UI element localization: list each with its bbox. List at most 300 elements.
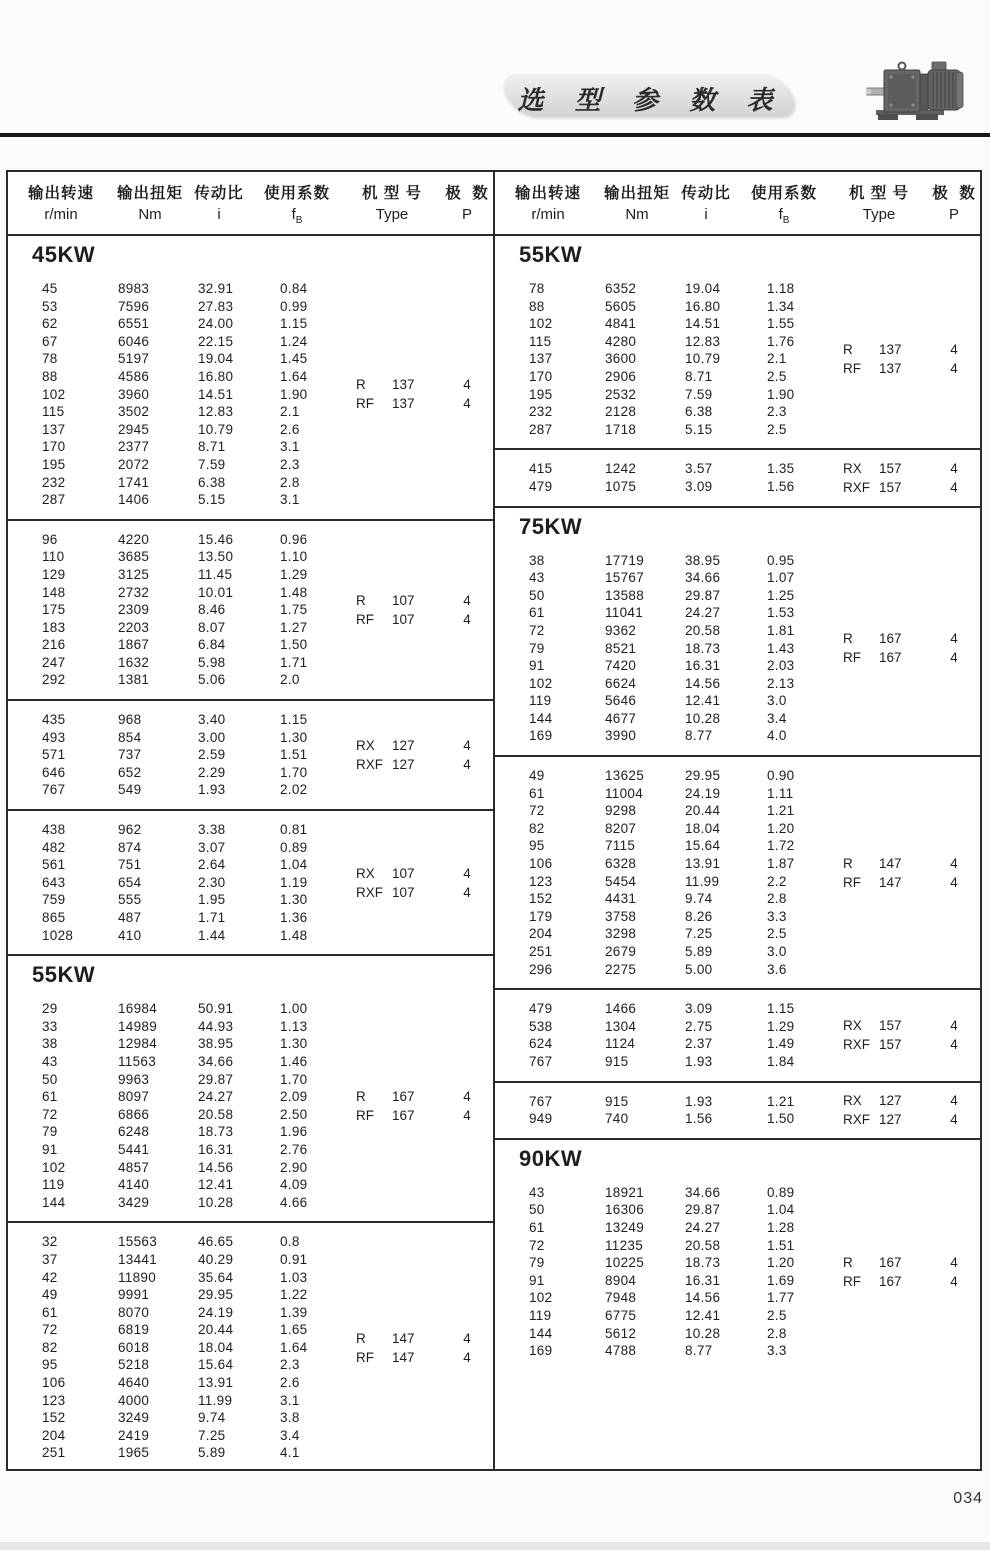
data-rows [495,1184,980,1360]
header-row-units [495,206,980,226]
table-cell: 72 [529,622,545,638]
table-row [42,548,493,566]
table-cell: 29.95 [198,1287,234,1303]
table-row [529,552,980,570]
table-cell: 115 [529,333,552,349]
table-row [529,1053,980,1071]
section-title-55kw: 55KW [519,242,583,267]
table-cell: 1.51 [767,1237,795,1253]
table-cell: 119 [529,693,552,709]
poles-cell [945,459,963,497]
type-cell [843,1253,902,1291]
table-cell: 61 [529,1219,545,1235]
table-cell: 10.79 [685,351,721,367]
table-cell: 7115 [605,838,636,854]
poles-value: 4 [463,1349,471,1365]
type-label [843,1272,902,1291]
table-cell: 2.5 [767,926,787,942]
poles-value: 4 [950,361,958,377]
table-cell: 8207 [605,820,637,836]
table-cell: 119 [529,1307,552,1323]
table-cell: 1.34 [767,298,795,314]
table-cell: 949 [529,1111,553,1127]
table-cell: 16306 [605,1202,645,1218]
table-row [42,315,493,333]
table-column-left [8,172,495,1469]
type-prefix: R [356,377,366,393]
type-prefix: RF [843,650,861,666]
type-label [356,591,415,610]
selection-table [6,170,982,1471]
table-cell: 2275 [605,961,637,977]
table-cell: 1.71 [198,910,226,925]
table-cell: 5646 [605,693,637,709]
table-cell: 1.81 [767,622,795,638]
type-prefix: R [843,855,853,871]
type-prefix: RF [356,611,374,627]
table-cell: 1.93 [685,1053,713,1069]
table-cell: 102 [529,675,553,691]
table-cell: 2.02 [280,782,308,798]
type-size: 167 [879,631,902,647]
table-cell: 287 [529,421,553,437]
table-cell: 19.04 [685,281,721,296]
table-row [42,874,493,892]
poles-value: 4 [463,1088,471,1104]
table-row [529,604,980,622]
table-cell: 11004 [605,785,644,801]
table-cell: 968 [118,712,142,728]
table-cell: 179 [529,908,553,924]
table-cell: 8904 [605,1272,637,1288]
data-rows [495,552,980,746]
poles-value: 4 [463,738,471,754]
table-row [529,1289,980,1307]
table-row [529,890,980,908]
table-cell: 3.09 [685,1001,713,1017]
table-row [42,584,493,602]
data-block [495,1174,980,1370]
table-row [42,491,493,509]
table-cell: 24.27 [685,1219,721,1235]
table-cell: 10.79 [198,421,234,437]
type-size: 137 [879,342,902,358]
table-cell: 10225 [605,1255,645,1271]
table-cell: 11041 [605,605,644,621]
table-cell: 38.95 [198,1036,234,1052]
table-cell: 16.31 [685,1272,721,1288]
column-header [8,172,493,236]
table-cell: 24.00 [198,316,234,332]
data-rows [8,280,493,509]
table-row [42,1035,493,1053]
table-cell: 16.31 [685,658,721,674]
table-cell: 2.0 [280,672,300,688]
table-row [529,315,980,333]
poles-cell [458,1329,476,1367]
table-cell: 561 [42,857,66,873]
type-size: 137 [879,361,902,377]
table-cell: 3.6 [767,961,787,977]
type-cell [356,1087,415,1125]
data-rows [8,821,493,944]
poles-value: 4 [950,1093,958,1109]
header-ratio-cn: 传动比 [194,184,244,202]
type-cell [356,591,415,629]
table-row [42,856,493,874]
header-factor-unit: $f_B$ [778,205,790,226]
table-cell: 493 [42,729,66,745]
table-row [42,619,493,637]
table-cell: 4280 [605,333,637,349]
table-cell: 2532 [605,386,637,402]
header-row-units [8,206,493,226]
poles-value: 4 [950,874,958,890]
table-cell: 1.87 [767,856,795,872]
table-cell: 13625 [605,768,645,784]
header-rule [0,133,990,137]
table-cell: 9991 [118,1287,150,1303]
table-cell: 479 [529,1001,553,1017]
data-block [495,990,980,1080]
type-size: 137 [392,396,415,412]
table-row [529,622,980,640]
table-cell: 40.29 [198,1251,234,1267]
table-row [42,821,493,839]
table-cell: 102 [529,316,553,332]
table-cell: 1.65 [280,1322,308,1338]
table-cell: 7420 [605,658,637,674]
table-cell: 0.90 [767,768,795,784]
table-cell: 5.15 [685,421,713,437]
table-cell: 415 [529,461,553,477]
table-cell: 7.59 [198,456,226,472]
table-cell: 16.31 [198,1141,234,1157]
table-cell: 9963 [118,1071,150,1087]
table-cell: 18.04 [198,1339,234,1355]
table-cell: 1965 [118,1445,150,1461]
poles-cell [458,591,476,629]
table-row [529,460,980,478]
table-cell: 1.11 [767,785,794,801]
table-cell: 6.38 [198,474,226,490]
table-cell: 2.8 [280,474,300,490]
type-size: 127 [392,757,415,773]
table-cell: 1.56 [767,478,795,494]
table-cell: 148 [42,584,66,600]
table-row [529,1184,980,1202]
poles-cell [945,1091,963,1129]
table-row [529,350,980,368]
table-cell: 115 [42,404,65,420]
table-cell: 137 [42,421,66,437]
table-cell: 4.66 [280,1194,308,1210]
table-cell: 1.56 [685,1111,713,1127]
type-size: 147 [879,855,902,871]
table-cell: 46.65 [198,1234,234,1250]
type-prefix: RX [843,1018,862,1034]
type-size: 107 [392,592,415,608]
type-size: 157 [879,460,902,476]
table-cell: 8.07 [198,619,226,635]
table-row [42,1392,493,1410]
table-cell: 13249 [605,1219,645,1235]
table-cell: 95 [42,1357,58,1373]
table-row [42,1444,493,1462]
table-row [42,654,493,672]
table-cell: 2.5 [767,421,787,437]
data-block [495,757,980,988]
column-body-left [8,240,493,1472]
table-cell: 18.73 [685,640,721,656]
table-cell: 53 [42,298,58,314]
type-cell [843,340,902,378]
type-cell [843,1091,902,1129]
table-cell: 6551 [118,316,150,332]
table-cell: 5441 [118,1141,150,1157]
header-type-unit: Type [375,205,409,223]
table-cell: 29.95 [685,768,721,784]
table-cell: 1.51 [280,747,308,763]
table-cell: 45 [42,281,58,296]
type-label [356,1106,415,1125]
table-cell: 0.81 [280,822,308,838]
table-cell: 20.44 [685,803,721,819]
type-label [843,359,902,378]
table-cell: 12984 [118,1036,158,1052]
poles-value: 4 [950,1018,958,1034]
table-row [42,729,493,747]
type-label [356,610,415,629]
page-title: 选 型 参 数 表 [517,85,785,115]
type-prefix: RX [843,460,862,476]
table-row [529,1110,980,1128]
table-cell: 1.30 [280,729,308,745]
type-label [356,1348,415,1367]
table-cell: 435 [42,712,66,728]
table-row [42,421,493,439]
table-cell: 3758 [605,908,637,924]
table-cell: 643 [42,874,66,890]
table-cell: 7.25 [198,1427,226,1443]
data-block [8,270,493,519]
table-cell: 2679 [605,944,637,959]
table-cell: 29.87 [685,587,721,603]
type-label [843,1035,902,1054]
table-cell: 78 [529,281,545,296]
data-rows [8,711,493,799]
table-cell: 2.64 [198,857,226,873]
type-cell [356,375,415,413]
table-row [42,891,493,909]
table-cell: 2.30 [198,874,226,890]
table-cell: 1867 [118,637,150,653]
table-cell: 646 [42,764,66,780]
table-cell: 14.51 [685,316,721,332]
table-cell: 1304 [605,1018,637,1034]
table-cell: 7948 [605,1290,637,1306]
table-row [42,781,493,799]
table-row [529,657,980,675]
type-prefix: RX [843,1093,862,1109]
table-row [42,531,493,549]
table-cell: 4788 [605,1343,637,1359]
table-row [42,280,493,298]
table-cell: 1.90 [767,386,795,402]
table-cell: 1.84 [767,1053,795,1069]
table-cell: 91 [529,1272,545,1288]
table-cell: 1.64 [280,1339,308,1355]
table-cell: 1.48 [280,584,308,600]
table-cell: 15.46 [198,531,234,547]
table-cell: 1028 [42,927,74,943]
table-row [529,1000,980,1018]
poles-cell [945,854,963,892]
table-cell: 16984 [118,1001,158,1017]
table-cell: 3.0 [767,693,787,709]
data-rows [495,1000,980,1070]
table-cell: 169 [529,1343,553,1359]
table-cell: 1.15 [767,1001,795,1017]
table-cell: 287 [42,492,66,508]
table-cell: 38.95 [685,552,721,568]
type-cell [356,736,415,774]
header-poles-cn: 极 数 [932,184,976,202]
table-row [42,1286,493,1304]
type-label [356,394,415,413]
table-cell: 14.56 [685,675,721,691]
table-cell: 2.29 [198,764,226,780]
table-cell: 72 [42,1322,58,1338]
table-cell: 119 [42,1177,65,1193]
type-prefix: RF [356,1107,374,1123]
header-poles-unit: P [461,205,472,223]
type-size: 157 [879,1018,902,1034]
table-cell: 102 [529,1290,553,1306]
table-cell: 4431 [605,891,637,907]
table-cell: 1.10 [280,549,308,565]
type-label [356,1087,415,1106]
table-cell: 3.07 [198,839,226,855]
type-prefix: RF [843,361,861,377]
table-cell: 0.91 [280,1251,308,1267]
table-cell: 42 [42,1269,58,1285]
type-label [843,873,902,892]
poles-value: 4 [950,650,958,666]
table-cell: 1.75 [280,602,308,618]
table-cell: 12.41 [685,1307,721,1323]
table-cell: 144 [529,1325,553,1341]
table-cell: 79 [529,1255,545,1271]
poles-cell [458,375,476,413]
poles-value: 4 [950,631,958,647]
table-cell: 2419 [118,1427,150,1443]
table-cell: 18.73 [685,1255,721,1271]
header-row-cn [495,181,980,203]
table-row [529,1018,980,1036]
table-cell: 6248 [118,1124,150,1140]
table-row [529,1325,980,1343]
type-size: 127 [879,1112,902,1128]
table-row [529,802,980,820]
table-row [42,1141,493,1159]
type-label [356,375,415,394]
table-row [529,1093,980,1111]
table-cell: 16.80 [685,298,721,314]
table-cell: 0.84 [280,281,308,296]
table-cell: 3.40 [198,712,226,728]
data-block [495,270,980,448]
table-cell: 3502 [118,404,150,420]
table-cell: 61 [529,605,545,621]
table-row [42,1071,493,1089]
table-cell: 22.15 [198,333,234,349]
header-torque-unit: Nm [625,205,649,223]
table-cell: 1.35 [767,461,795,477]
table-cell: 1.70 [280,1071,308,1087]
header-type-cn: 机 型 号 [361,184,423,202]
table-row [529,1254,980,1272]
table-cell: 0.99 [280,298,308,314]
type-prefix: R [356,592,366,608]
type-size: 107 [392,611,415,627]
type-label [356,755,415,774]
table-cell: 183 [42,619,66,635]
table-row [42,1106,493,1124]
section-title-75kw: 75KW [519,513,583,539]
table-cell: 1.30 [280,1036,308,1052]
table-cell: 2.1 [280,404,300,420]
table-row [42,438,493,456]
table-cell: 740 [605,1111,629,1127]
table-cell: 0.96 [280,531,308,547]
table-cell: 8.77 [685,1343,713,1359]
table-cell: 1.96 [280,1124,308,1140]
table-cell: 2128 [605,404,637,420]
table-cell: 8.26 [685,908,713,924]
table-cell: 88 [42,368,58,384]
table-cell: 195 [529,386,553,402]
table-cell: 1242 [605,461,637,477]
table-cell: 79 [42,1124,58,1140]
table-cell: 438 [42,822,66,838]
table-cell: 3.3 [767,908,787,924]
poles-value: 4 [950,1112,958,1128]
table-cell: 1.50 [280,637,308,653]
table-cell: 32 [42,1234,58,1250]
table-cell: 6018 [118,1339,150,1355]
table-cell: 482 [42,839,66,855]
type-prefix: RXF [843,1037,870,1053]
type-prefix: R [843,631,853,647]
table-cell: 175 [42,602,66,618]
table-cell: 5.89 [685,944,713,959]
data-rows [8,1233,493,1462]
table-cell: 61 [42,1089,58,1105]
table-row [42,1251,493,1269]
type-size: 167 [392,1107,415,1123]
table-cell: 88 [529,298,545,314]
poles-cell [945,1016,963,1054]
type-size: 107 [392,865,415,881]
block-separator [8,954,493,956]
table-cell: 2.3 [280,1357,300,1373]
type-cell [843,854,902,892]
table-cell: 624 [529,1036,553,1052]
poles-cell [945,340,963,378]
table-cell: 2.3 [280,456,300,472]
type-cell [843,629,902,667]
